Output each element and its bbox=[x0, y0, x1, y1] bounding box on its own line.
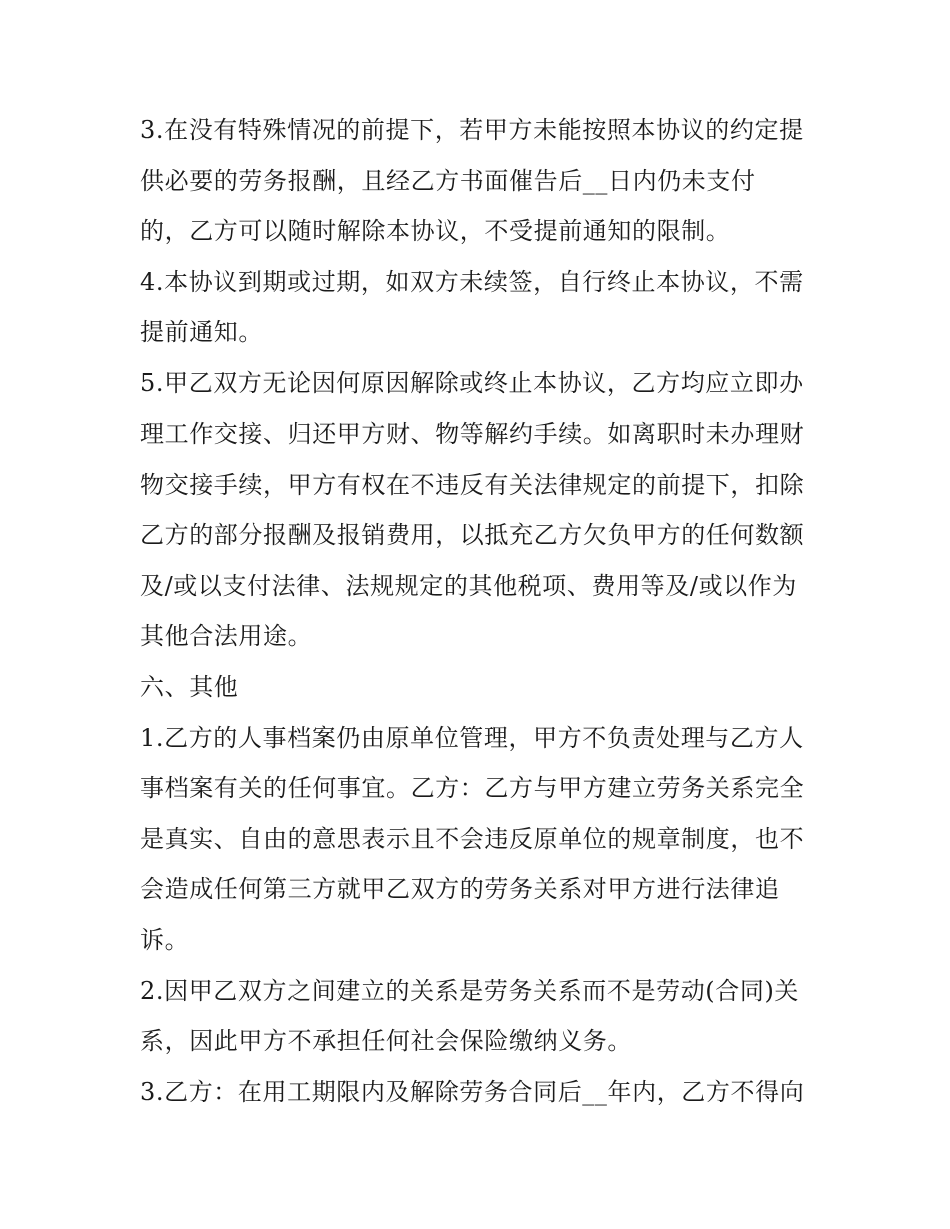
text-line-13: 1.乙方的人事档案仍由原单位管理，甲方不负责处理与乙方人 bbox=[140, 724, 804, 752]
text-line-17: 诉。 bbox=[140, 926, 190, 954]
text-line-16: 会造成任何第三方就甲乙双方的劳务关系对甲方进行法律追 bbox=[140, 875, 780, 903]
text-line-6: 5.甲乙双方无论因何原因解除或终止本协议，乙方均应立即办 bbox=[140, 369, 804, 397]
text-line-4: 4.本协议到期或过期，如双方未续签，自行终止本协议，不需 bbox=[140, 268, 804, 296]
text-line-5: 提前通知。 bbox=[140, 318, 263, 346]
text-line-14: 事档案有关的任何事宜。乙方：乙方与甲方建立劳务关系完全 bbox=[140, 774, 805, 802]
text-line-11: 其他合法用途。 bbox=[140, 622, 313, 650]
text-line-3: 的，乙方可以随时解除本协议，不受提前通知的限制。 bbox=[140, 217, 731, 245]
text-line-18: 2.因甲乙双方之间建立的关系是劳务关系而不是劳动(合同)关 bbox=[140, 977, 800, 1005]
section-heading: 六、其他 bbox=[140, 673, 239, 701]
text-line-9: 乙方的部分报酬及报销费用，以抵充乙方欠负甲方的任何数额 bbox=[140, 521, 805, 549]
text-line-10: 及/或以支付法律、法规规定的其他税项、费用等及/或以作为 bbox=[140, 572, 797, 600]
text-line-2: 供必要的劳务报酬，且经乙方书面催告后__日内仍未支付 bbox=[140, 167, 756, 195]
text-line-8: 物交接手续，甲方有权在不违反有关法律规定的前提下，扣除 bbox=[140, 471, 805, 499]
text-line-15: 是真实、自由的意思表示且不会违反原单位的规章制度，也不 bbox=[140, 825, 805, 853]
text-line-20: 3.乙方：在用工期限内及解除劳务合同后__年内，乙方不得向 bbox=[140, 1078, 805, 1106]
text-line-7: 理工作交接、归还甲方财、物等解约手续。如离职时未办理财 bbox=[140, 420, 805, 448]
text-line-1: 3.在没有特殊情况的前提下，若甲方未能按照本协议的约定提 bbox=[140, 116, 804, 144]
text-line-19: 系，因此甲方不承担任何社会保险缴纳义务。 bbox=[140, 1027, 632, 1055]
